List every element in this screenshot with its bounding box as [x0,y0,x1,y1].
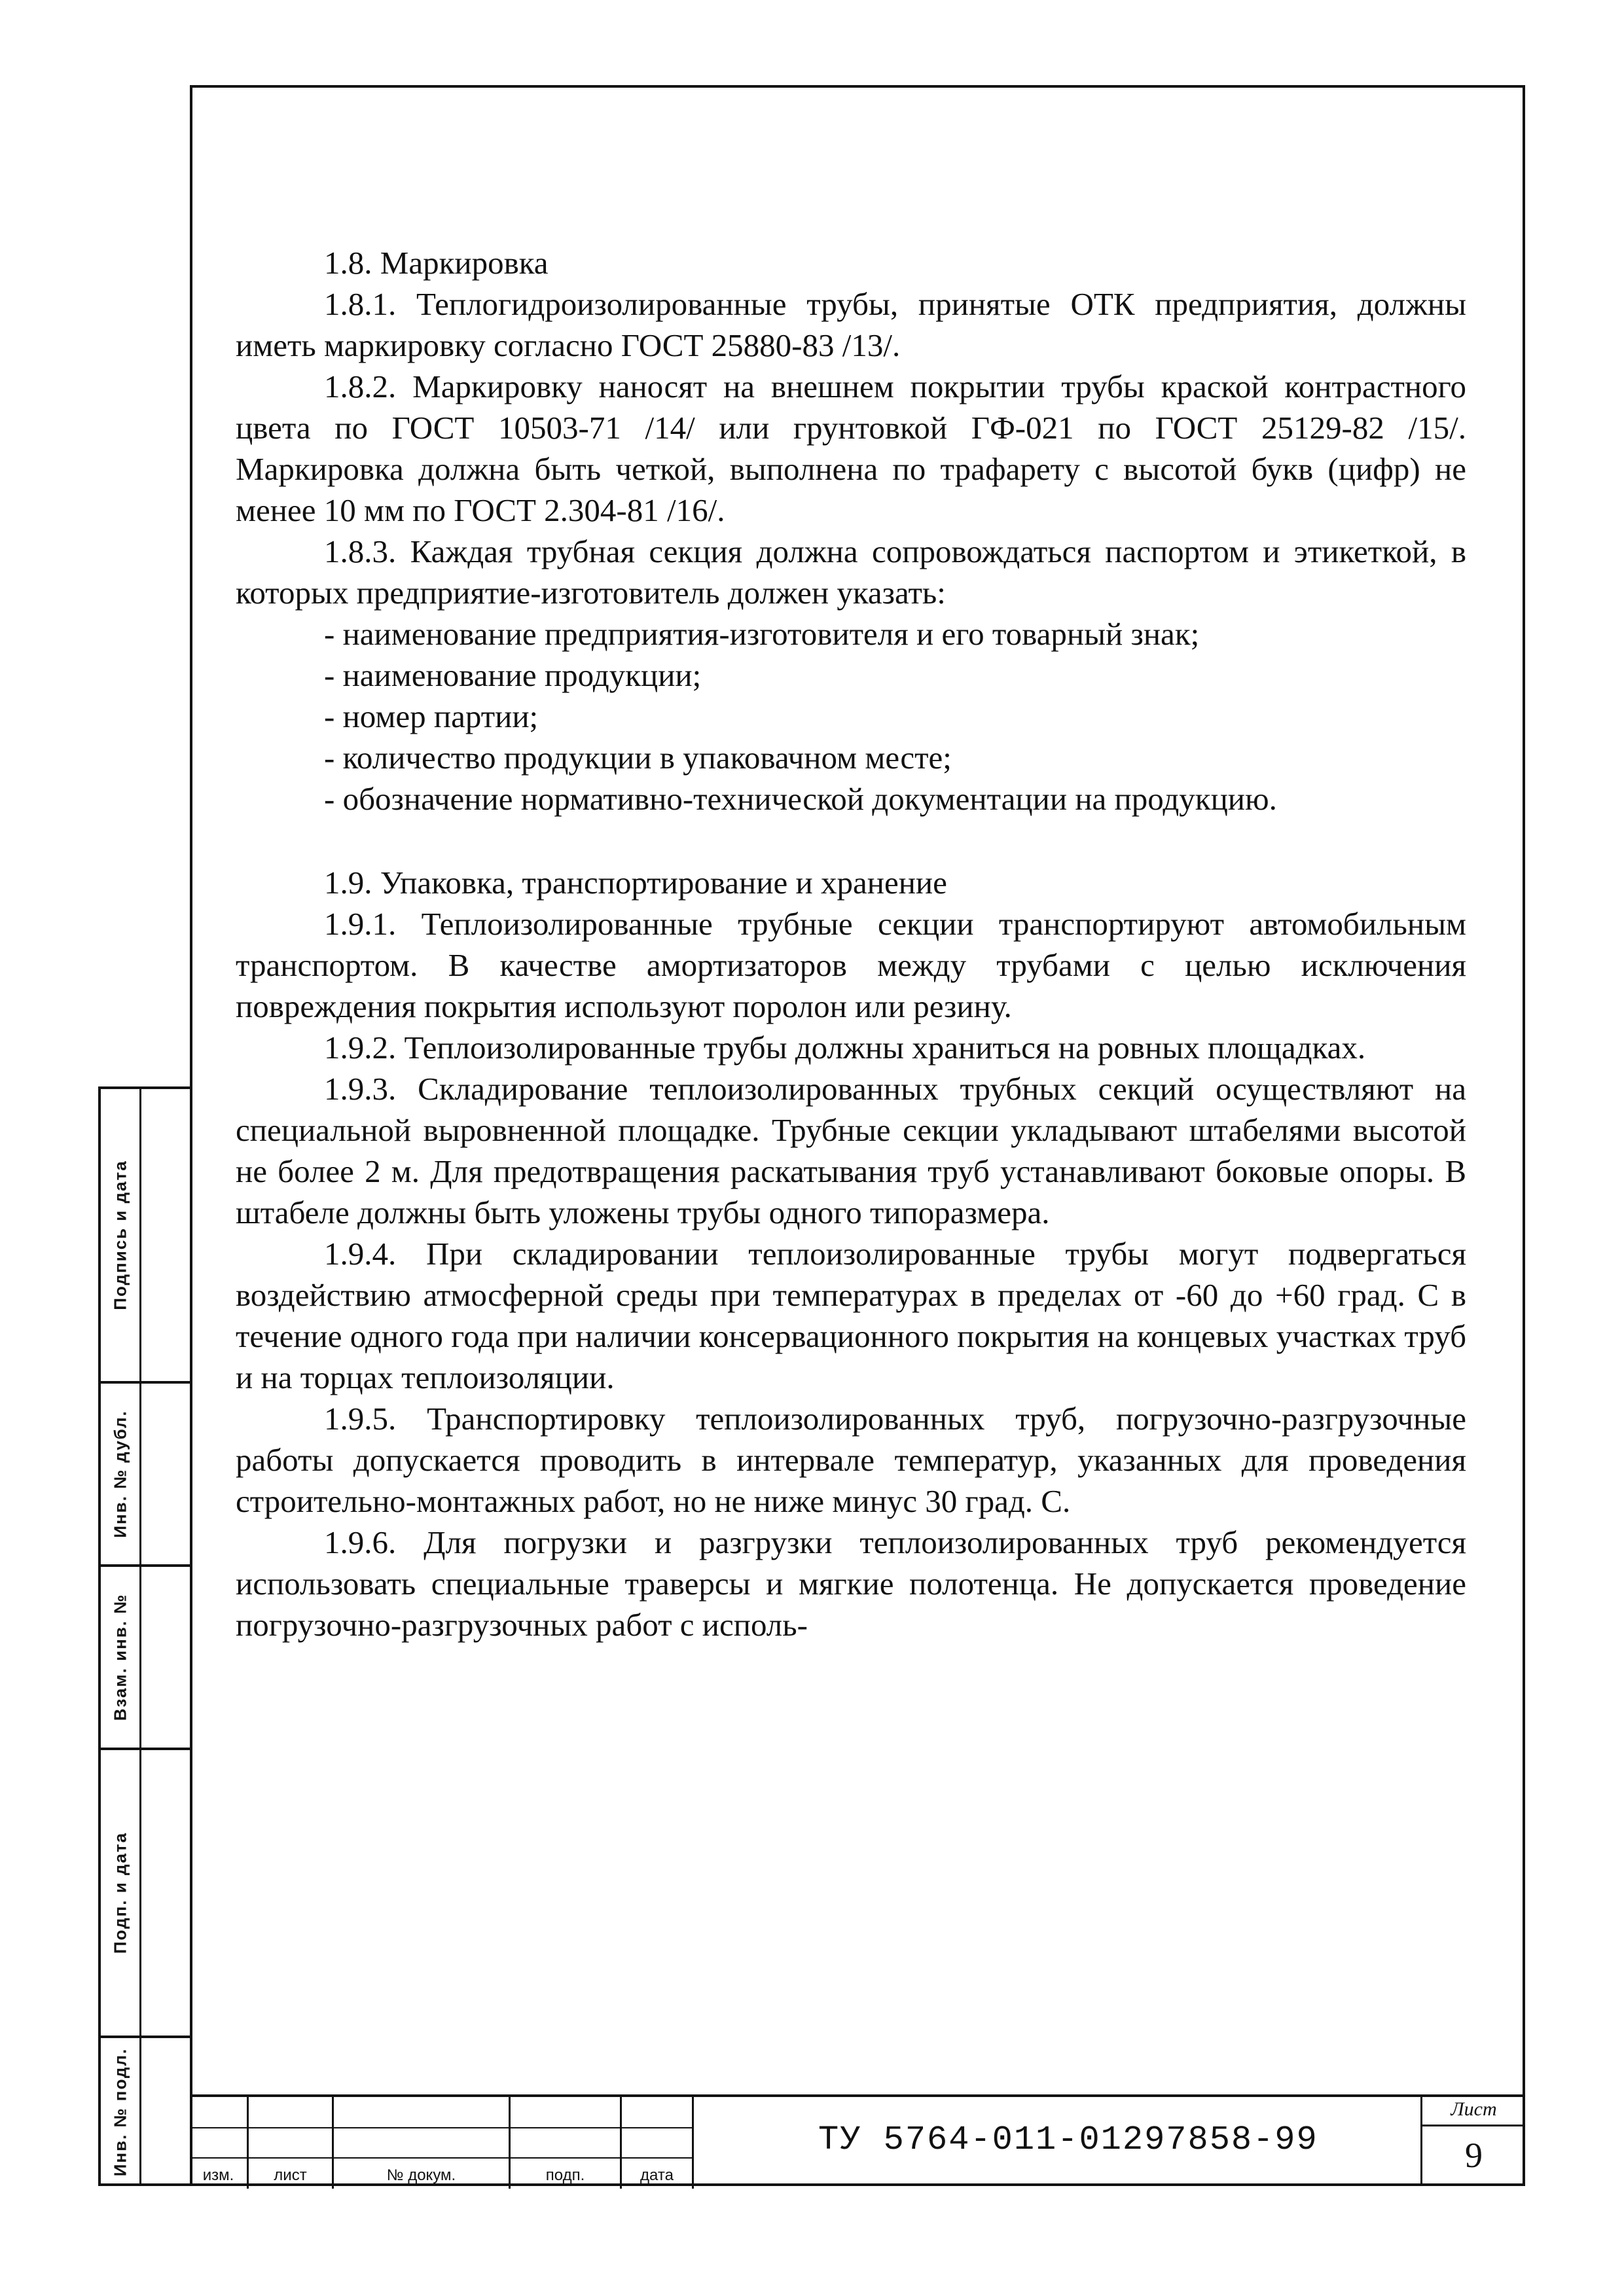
paragraph-1-9-4: 1.9.4. При складировании теплоизолированные трубы могут подвергаться воздействию атмосферной среды при температурах в пределах от -60 до +60 град. С в течение одного года при наличии консервационного покрытия на концевых участках труб и на торцах теплоизоляции. [236,1236,1466,1395]
side-label: Взам. инв. № [110,1593,130,1721]
paragraph-1-9-5: 1.9.5. Транспортировку теплоизолированных труб, погрузочно-разгрузочные работы допускается проводить в интервале температур, указанных для проведения строительно-монтажных работ, но не ниже минус 30 град. С. [236,1401,1466,1519]
sheet-label: Лист [1422,2098,1525,2126]
side-cell-exch-inv [101,1567,192,1750]
section-1-9-heading: 1.9. Упаковка, транспортирование и хранение [324,865,947,901]
tb-caption: № докум. [386,2166,456,2184]
sheet-number: 9 [1465,2136,1483,2175]
section-1-8-heading: 1.8. Маркировка [324,245,549,281]
paragraph-1-8-1: 1.8.1. Теплогидроизолированные трубы, принятые ОТК предприятия, должны иметь маркировку согласно ГОСТ 25880-83 /13/. [236,286,1466,363]
list-item: - наименование предприятия-изготовителя и его товарный знак; [324,616,1200,652]
side-stamp-strip [98,1086,190,2186]
list-item: - наименование продукции; [324,657,702,693]
paragraph-1-9-3: 1.9.3. Складирование теплоизолированных трубных секций осуществляют на специальной выровненной площадке. Трубные секции укладывают штабелями высотой не более 2 м. Для предотвращения раскатывания труб устанавливают боковые опоры. В штабеле должны быть уложены трубы одного типоразмера. [236,1071,1466,1230]
tb-col-doc-no [334,2097,511,2189]
side-label: Подпись и дата [110,1160,130,1310]
list-item: - количество продукции в упаковачном месте; [324,740,952,776]
side-label: Инв. № подл. [110,2047,130,2177]
side-cell-signature-date [101,1089,192,1384]
section-gap [236,819,1466,862]
tb-col-date [622,2097,694,2189]
tb-caption: лист [274,2166,307,2184]
side-label: Инв. № дубл. [110,1410,130,1538]
paragraph-1-9-6: 1.9.6. Для погрузки и разгрузки теплоизолированных труб рекомендуется использовать специальные траверсы и мягкие полотенца. Не допускается проведение погрузочно-разгрузочных работ с исполь- [236,1524,1466,1643]
tb-caption: изм. [202,2166,234,2184]
paragraph-1-8-2: 1.8.2. Маркировку наносят на внешнем покрытии трубы краской контрастного цвета по ГОСТ 10503-71 /14/ или грунтовкой ГФ-021 по ГОСТ 25129-82 /15/. Маркировка должна быть четкой, выполнена по трафарету с высотой букв (цифр) не менее 10 мм по ГОСТ 2.304-81 /16/. [236,368,1466,528]
tb-caption: подп. [545,2166,585,2184]
tb-col-sheet [249,2097,334,2189]
document-body [236,242,1466,1645]
list-item: - обозначение нормативно-технической документации на продукцию. [324,781,1277,817]
tb-col-signature [511,2097,622,2189]
side-cell-dup-inv [101,1384,192,1567]
list-item: - номер партии; [324,698,539,734]
side-cell-orig-inv [101,2038,192,2186]
side-label: Подп. и дата [110,1831,130,1954]
sheet-number-box [1420,2094,1525,2186]
paragraph-1-9-2: 1.9.2. Теплоизолированные трубы должны храниться на ровных площадках. [324,1030,1366,1066]
paragraph-1-8-3: 1.8.3. Каждая трубная секция должна сопровождаться паспортом и этикеткой, в которых предприятие-изготовитель должен указать: [236,533,1466,611]
document-designation: ТУ 5764-011-01297858-99 [818,2121,1318,2159]
tb-caption: дата [640,2166,674,2184]
paragraph-1-9-1: 1.9.1. Теплоизолированные трубные секции транспортируют автомобильным транспортом. В качестве амортизаторов между трубами с целью исключения повреждения покрытия используют поролон или резину. [236,906,1466,1024]
side-cell-sign-date-2 [101,1750,192,2038]
tb-col-change [190,2097,249,2189]
